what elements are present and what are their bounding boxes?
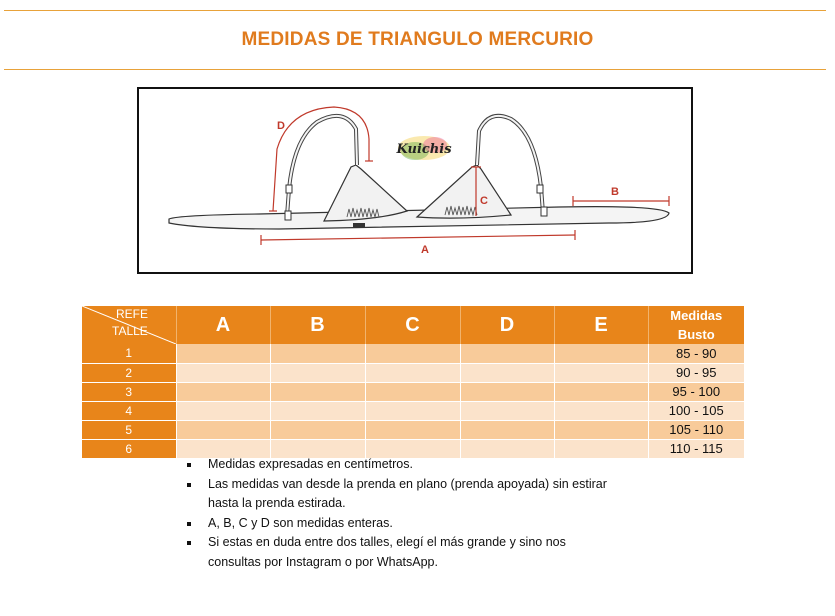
garment-diagram — [137, 87, 693, 274]
talle-cell: 4 — [82, 401, 176, 420]
value-cell — [176, 382, 270, 401]
bikini-top-drawing — [139, 89, 691, 272]
value-cell — [176, 401, 270, 420]
note-item: Medidas expresadas en centímetros. — [187, 455, 607, 475]
note-item: Las medidas van desde la prenda en plano (prenda apoyada) sin estirar hasta la prenda estirada. — [187, 475, 607, 514]
note-item: A, B, C y D son medidas enteras. — [187, 514, 607, 534]
value-cell — [270, 363, 365, 382]
label-d: D — [277, 120, 285, 132]
value-cell — [554, 420, 648, 439]
busto-cell: 95 - 100 — [648, 382, 744, 401]
column-header-a: A — [176, 306, 270, 344]
page-title: MEDIDAS DE TRIANGULO MERCURIO — [241, 29, 594, 50]
corner-refe: REFE — [116, 307, 149, 321]
note-item: Si estas en duda entre dos talles, elegí el más grande y sino nos consultas por Instagram o por WhatsApp. — [187, 533, 607, 572]
value-cell — [460, 420, 554, 439]
value-cell — [176, 344, 270, 363]
table-row — [82, 363, 744, 382]
notes-list — [187, 455, 607, 572]
column-header-b: B — [270, 306, 365, 344]
value-cell — [270, 382, 365, 401]
talle-cell: 1 — [82, 344, 176, 363]
value-cell — [460, 382, 554, 401]
size-table — [82, 306, 744, 459]
value-cell — [365, 382, 460, 401]
table-row — [82, 420, 744, 439]
busto-cell: 90 - 95 — [648, 363, 744, 382]
value-cell — [270, 401, 365, 420]
top-rule — [4, 10, 826, 11]
left-slider — [286, 185, 292, 193]
value-cell — [554, 401, 648, 420]
talle-cell: 3 — [82, 382, 176, 401]
label-a: A — [421, 244, 429, 256]
brand-logo — [395, 136, 452, 160]
table-row — [82, 344, 744, 363]
measure-a — [261, 230, 575, 256]
title-underline — [4, 69, 826, 70]
busto-header-line2: Busto — [677, 327, 715, 342]
corner-header — [82, 306, 176, 344]
value-cell — [365, 401, 460, 420]
talle-cell: 2 — [82, 363, 176, 382]
table-header-row — [82, 306, 744, 344]
column-header-d: D — [460, 306, 554, 344]
talle-cell: 6 — [82, 439, 176, 458]
value-cell — [460, 344, 554, 363]
value-cell — [365, 420, 460, 439]
busto-header-line1: Medidas — [670, 308, 723, 323]
value-cell — [365, 363, 460, 382]
logo-text: Kuichis — [396, 142, 452, 157]
table-row — [82, 382, 744, 401]
busto-cell: 110 - 115 — [648, 439, 744, 458]
label-b: B — [611, 186, 619, 198]
value-cell — [365, 344, 460, 363]
value-cell — [554, 382, 648, 401]
value-cell — [270, 420, 365, 439]
value-cell — [554, 363, 648, 382]
band-shape — [169, 207, 669, 229]
label-c: C — [480, 195, 488, 207]
value-cell — [554, 344, 648, 363]
busto-cell: 105 - 110 — [648, 420, 744, 439]
value-cell — [176, 363, 270, 382]
column-header-e: E — [554, 306, 648, 344]
busto-cell: 100 - 105 — [648, 401, 744, 420]
right-slider — [537, 185, 543, 193]
column-header-busto — [648, 306, 744, 344]
value-cell — [270, 344, 365, 363]
value-cell — [460, 401, 554, 420]
tag — [353, 223, 365, 227]
talle-cell: 5 — [82, 420, 176, 439]
measure-b — [573, 186, 669, 206]
value-cell — [460, 363, 554, 382]
busto-cell: 85 - 90 — [648, 344, 744, 363]
value-cell — [176, 420, 270, 439]
column-header-c: C — [365, 306, 460, 344]
corner-talle: TALLE — [112, 324, 148, 338]
table-row — [82, 401, 744, 420]
